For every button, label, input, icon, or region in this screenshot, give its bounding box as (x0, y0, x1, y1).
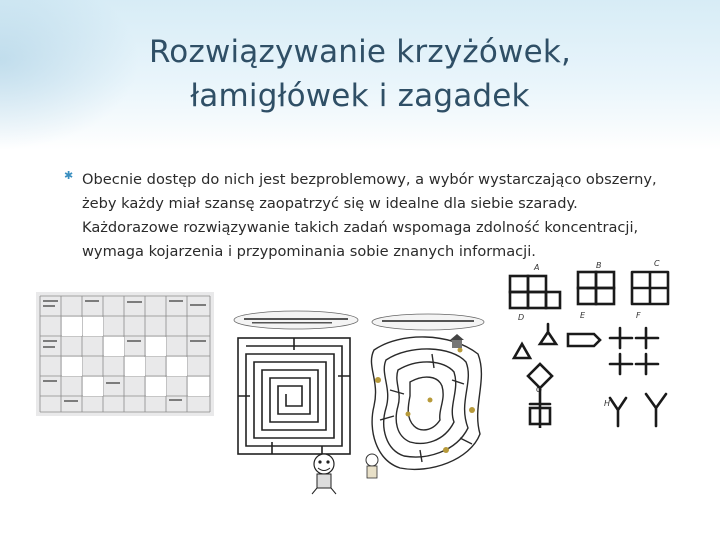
match-label-c: C (654, 259, 660, 268)
match-label-e: E (580, 311, 586, 320)
bullet-star-icon: ✱ (64, 169, 74, 182)
match-label-f: F (636, 311, 641, 320)
slide-title (60, 30, 660, 118)
match-label-b: B (596, 261, 602, 270)
matchstick-image (500, 258, 676, 428)
maze-image (232, 306, 360, 496)
small-house-icon (450, 334, 464, 348)
match-label-h: H (604, 399, 611, 408)
bullet-text: Obecnie dostęp do nich jest bezproblemowy, a wybór wystarczająco obszerny, żeby każdy miał szansę zaopatrzyć się w idealne dla siebie szarady. Każdorazowe rozwiązywanie takich zadań wspomaga zdolność koncentracji, wymaga kojarzenia i przypominania sobie znanych informacji. (82, 171, 657, 260)
cartoon-character-icon (312, 454, 336, 494)
crossword-image (36, 292, 214, 416)
title-line-2: łamigłówek i zagadek (190, 78, 530, 114)
character-icon (366, 454, 378, 478)
tree-icons (375, 348, 475, 454)
winding-maze-image (360, 310, 490, 486)
match-label-d: D (518, 313, 525, 322)
bullet-item (64, 168, 662, 264)
match-label-g: G (536, 385, 543, 394)
match-label-a: A (534, 263, 540, 272)
title-line-1: Rozwiązywanie krzyżówek, (148, 34, 572, 70)
